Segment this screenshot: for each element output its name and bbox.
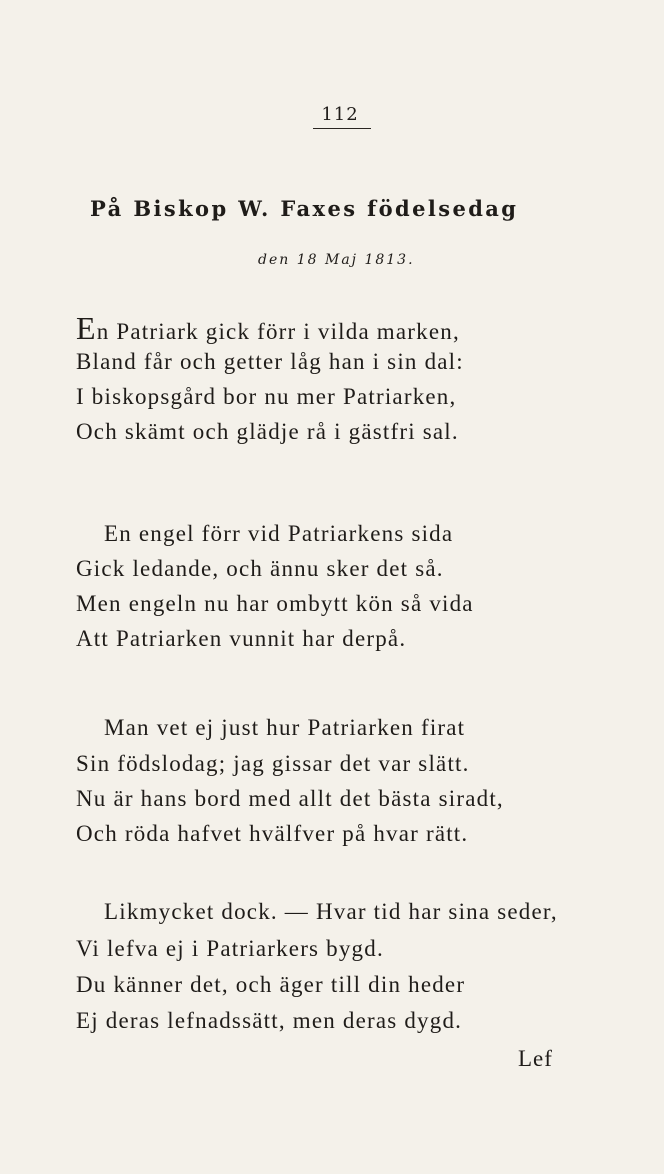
poem-dateline: den 18 Maj 1813. — [258, 252, 415, 268]
poem-line: Nu är hans bord med allt det bästa siradt, — [76, 786, 504, 811]
poem-line: Gick ledande, och ännu sker det så. — [76, 556, 444, 581]
poem-line: I biskopsgård bor nu mer Patriarken, — [76, 384, 457, 409]
poem-line: Vi lefva ej i Patriarkers bygd. — [76, 936, 384, 961]
poem-line: Men engeln nu har ombytt kön så vida — [76, 591, 474, 616]
poem-line: Man vet ej just hur Patriarken firat — [104, 715, 466, 740]
catchword: Lef — [518, 1046, 553, 1071]
poem-line: Sin födslodag; jag gissar det var slätt. — [76, 751, 470, 776]
poem-line: Och röda hafvet hvälfver på hvar rätt. — [76, 821, 469, 846]
drop-cap: E — [76, 310, 97, 346]
page-number: 112 — [321, 104, 359, 125]
poem-line: Att Patriarken vunnit har derpå. — [76, 626, 407, 651]
poem-title: På Biskop W. Faxes födelsedag — [90, 196, 519, 221]
poem-line: Likmycket dock. — Hvar tid har sina seder, — [104, 899, 558, 924]
page-number-rule — [313, 128, 371, 129]
poem-line: En engel förr vid Patriarkens sida — [104, 521, 454, 546]
line-text: n Patriark gick förr i vilda marken, — [96, 319, 460, 344]
poem-line: Och skämt och glädje rå i gästfri sal. — [76, 419, 459, 444]
poem-line: Ej deras lefnadssätt, men deras dygd. — [76, 1008, 463, 1033]
poem-line — [76, 312, 460, 345]
poem-line: Bland får och getter låg han i sin dal: — [76, 349, 464, 374]
poem-line: Du känner det, och äger till din heder — [76, 972, 466, 997]
